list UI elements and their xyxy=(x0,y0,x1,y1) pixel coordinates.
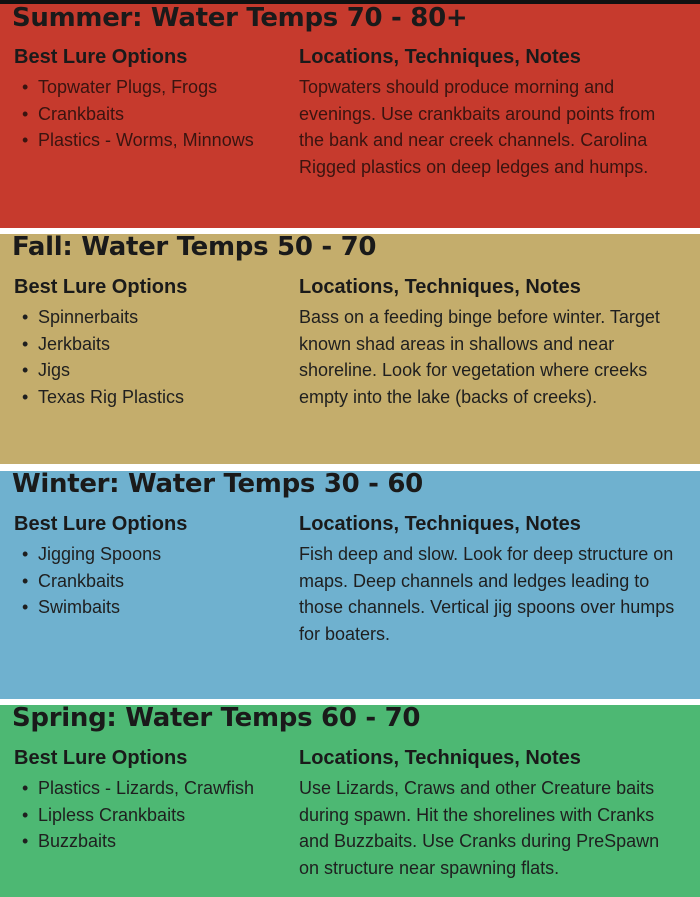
fall-lure-list xyxy=(22,304,184,410)
summer-title: Summer: Water Temps 70 - 80+ xyxy=(12,3,468,33)
spring-lures-header: Best Lure Options xyxy=(14,747,188,769)
list-item: • Texas Rig Plastics xyxy=(22,384,184,411)
winter-lure-list xyxy=(22,541,161,621)
fall-title: Fall: Water Temps 50 - 70 xyxy=(12,232,377,262)
list-item: • Jigging Spoons xyxy=(22,541,161,568)
spring-lure-list xyxy=(22,775,254,855)
list-item: • Topwater Plugs, Frogs xyxy=(22,74,254,101)
winter-section xyxy=(0,471,700,699)
fall-notes: Bass on a feeding binge before winter. Target known shad areas in shallows and near shoreline. Look for vegetation where creeks empty into the lake (backs of creeks). xyxy=(299,307,660,407)
list-item: • Plastics - Lizards, Crawfish xyxy=(22,775,254,802)
spring-notes: Use Lizards, Craws and other Creature baits during spawn. Hit the shorelines with Cranks and Buzzbaits. Use Cranks during PreSpawn on structure near spawning flats. xyxy=(299,778,660,878)
summer-notes-header: Locations, Techniques, Notes xyxy=(299,46,581,68)
summer-lure-list xyxy=(22,74,254,154)
fall-notes-header: Locations, Techniques, Notes xyxy=(299,276,581,298)
list-item: • Crankbaits xyxy=(22,568,161,595)
fall-section xyxy=(0,234,700,464)
list-item: • Lipless Crankbaits xyxy=(22,802,254,829)
spring-title: Spring: Water Temps 60 - 70 xyxy=(12,703,421,733)
winter-notes-header: Locations, Techniques, Notes xyxy=(299,513,581,535)
summer-section xyxy=(0,0,700,228)
winter-title: Winter: Water Temps 30 - 60 xyxy=(12,469,423,499)
summer-notes: Topwaters should produce morning and evenings. Use crankbaits around points from the bank and near creek channels. Carolina Rigged plastics on deep ledges and humps. xyxy=(299,77,656,177)
list-item: • Plastics - Worms, Minnows xyxy=(22,127,254,154)
winter-lures-header: Best Lure Options xyxy=(14,513,188,535)
list-item: • Crankbaits xyxy=(22,101,254,128)
list-item: • Swimbaits xyxy=(22,594,161,621)
list-item: • Jerkbaits xyxy=(22,331,184,358)
fall-lures-header: Best Lure Options xyxy=(14,276,188,298)
summer-lures-header: Best Lure Options xyxy=(14,46,188,68)
spring-notes-header: Locations, Techniques, Notes xyxy=(299,747,581,769)
list-item: • Spinnerbaits xyxy=(22,304,184,331)
winter-notes: Fish deep and slow. Look for deep structure on maps. Deep channels and ledges leading to those channels. Vertical jig spoons over humps for boaters. xyxy=(299,544,675,644)
list-item: • Jigs xyxy=(22,357,184,384)
spring-section xyxy=(0,705,700,897)
list-item: • Buzzbaits xyxy=(22,828,254,855)
